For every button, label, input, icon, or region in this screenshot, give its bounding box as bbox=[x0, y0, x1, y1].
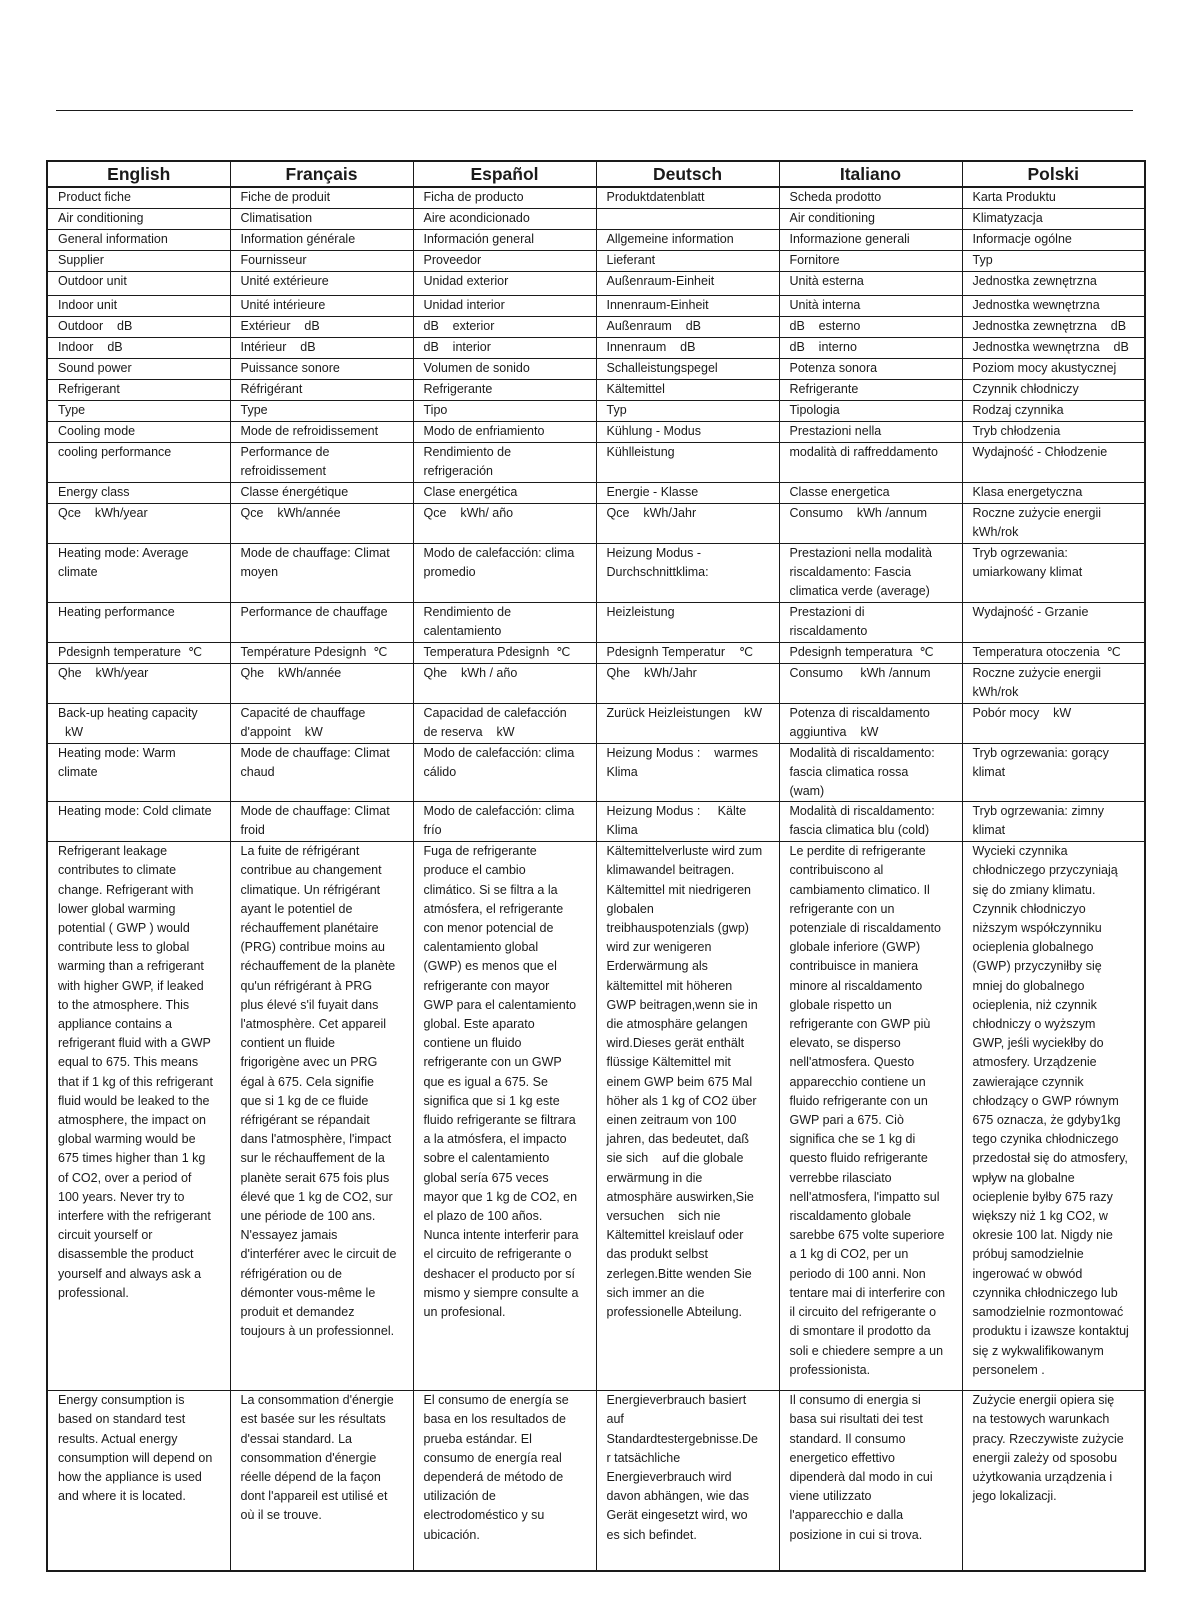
table-row bbox=[47, 272, 1145, 296]
table-row bbox=[47, 842, 1145, 1391]
cell-espanol: El consumo de energía se basa en los resultados de prueba estándar. El consumo de energía real dependerá de método de utilización de electrodoméstico y su ubicación. bbox=[413, 1391, 596, 1572]
cell-polski: Jednostka wewnętrzna bbox=[962, 296, 1145, 317]
cell-italiano: Unità esterna bbox=[779, 272, 962, 296]
cell-polski: Tryb ogrzewania: gorący klimat bbox=[962, 743, 1145, 802]
cell-francais: Capacité de chauffage d'appoint kW bbox=[230, 703, 413, 743]
cell-italiano: Potenza sonora bbox=[779, 359, 962, 380]
cell-deutsch: Heizung Modus - Durchschnittklima: bbox=[596, 544, 779, 603]
cell-espanol: dB interior bbox=[413, 338, 596, 359]
cell-italiano: Unità interna bbox=[779, 296, 962, 317]
cell-deutsch: Produktdatenblatt bbox=[596, 187, 779, 209]
cell-espanol: Proveedor bbox=[413, 251, 596, 272]
cell-deutsch: Außenraum-Einheit bbox=[596, 272, 779, 296]
cell-italiano: Potenza di riscaldamento aggiuntiva kW bbox=[779, 703, 962, 743]
cell-francais: La consommation d'énergie est basée sur les résultats d'essai standard. La consommation d'énergie réelle dépend de la façon dont l'appareil est utilisé et où il se trouve. bbox=[230, 1391, 413, 1572]
table-row bbox=[47, 422, 1145, 443]
cell-italiano: Le perdite di refrigerante contribuiscono al cambiamento climatico. Il refrigerante con un potenziale di riscaldamento globale inferiore (GWP) contribuisce in maniera minore al riscaldamento globale rispetto un refrigerante con GWP più elevato, se disperso nell'atmosfera. Questo apparecchio contiene un fluido refrigerante con un GWP pari a 675. Ciò significa che se 1 kg di questo fluido refrigerante verrebbe rilasciato nell'atmosfera, l'impatto sul riscaldamento globale sarebbe 675 volte superiore a 1 kg di CO2, per un periodo di 100 anni. Non tentare mai di interferire con il circuito del refrigerante o di smontare il prodotto da soli e chiedere sempre a un professionista. bbox=[779, 842, 962, 1391]
cell-espanol: Ficha de producto bbox=[413, 187, 596, 209]
cell-espanol: Aire acondicionado bbox=[413, 209, 596, 230]
cell-francais: Qhe kWh/année bbox=[230, 663, 413, 703]
cell-deutsch: Energieverbrauch basiert auf Standardtestergebnisse.De r tatsächliche Energieverbrauch wird davon abhängen, wie das Gerät eingesetzt wird, wo es sich befindet. bbox=[596, 1391, 779, 1572]
cell-espanol: Información general bbox=[413, 230, 596, 251]
cell-polski: Tryb ogrzewania: zimny klimat bbox=[962, 802, 1145, 842]
cell-espanol: Qhe kWh / año bbox=[413, 663, 596, 703]
cell-deutsch: Qhe kWh/Jahr bbox=[596, 663, 779, 703]
cell-italiano: Classe energetica bbox=[779, 483, 962, 504]
cell-polski: Jednostka zewnętrzna bbox=[962, 272, 1145, 296]
cell-francais: Performance de chauffage bbox=[230, 602, 413, 642]
cell-polski: Roczne zużycie energii kWh/rok bbox=[962, 663, 1145, 703]
cell-italiano: dB interno bbox=[779, 338, 962, 359]
cell-english: Heating performance bbox=[47, 602, 230, 642]
cell-espanol: Temperatura Pdesignh ℃ bbox=[413, 642, 596, 663]
cell-espanol: Unidad exterior bbox=[413, 272, 596, 296]
cell-deutsch: Allgemeine information bbox=[596, 230, 779, 251]
cell-deutsch: Lieferant bbox=[596, 251, 779, 272]
table-row bbox=[47, 359, 1145, 380]
cell-deutsch: Energie - Klasse bbox=[596, 483, 779, 504]
cell-italiano: Il consumo di energia si basa sui risultati dei test standard. Il consumo energetico effettivo dipenderà dal modo in cui viene utilizzato l'apparecchio e dalla posizione in cui si trova. bbox=[779, 1391, 962, 1572]
cell-espanol: Fuga de refrigerante produce el cambio climático. Si se filtra a la atmósfera, el refrigerante con menor potencial de calentamiento global (GWP) es menos que el refrigerante con mayor GWP para el calentamiento global. Este aparato contiene un fluido refrigerante con un GWP que es igual a 675. Se significa que si 1 kg este fluido refrigerante se filtrara a la atmósfera, el impacto sobre el calentamiento global sería 675 veces mayor que 1 kg de CO2, en el plazo de 100 años. Nunca intente interferir para el circuito de refrigerante o deshacer el producto por sí mismo y siempre consulte a un profesional. bbox=[413, 842, 596, 1391]
cell-espanol: Modo de calefacción: clima frío bbox=[413, 802, 596, 842]
cell-deutsch: Außenraum dB bbox=[596, 317, 779, 338]
header-italiano: Italiano bbox=[779, 161, 962, 187]
cell-english: Qhe kWh/year bbox=[47, 663, 230, 703]
cell-polski: Roczne zużycie energii kWh/rok bbox=[962, 504, 1145, 544]
cell-francais: Mode de refroidissement bbox=[230, 422, 413, 443]
cell-francais: Unité extérieure bbox=[230, 272, 413, 296]
cell-english: Back-up heating capacity kW bbox=[47, 703, 230, 743]
table-row bbox=[47, 743, 1145, 802]
cell-english: Indoor dB bbox=[47, 338, 230, 359]
cell-english: Energy class bbox=[47, 483, 230, 504]
cell-francais: La fuite de réfrigérant contribue au changement climatique. Un réfrigérant ayant le potentiel de réchauffement planétaire (PRG) contribue moins au réchauffement de la planète qu'un réfrigérant à PRG plus élevé s'il fuyait dans l'atmosphère. Cet appareil contient un fluide frigorigène avec un PRG égal à 675. Cela signifie que si 1 kg de ce fluide réfrigérant se répandait dans l'atmosphère, l'impact sur le réchauffement de la planète serait 675 fois plus élevé que 1 kg de CO2, sur une période de 100 ans. N'essayez jamais d'interférer avec le circuit de réfrigération ou de démonter vous-même le produit et demandez toujours à un professionnel. bbox=[230, 842, 413, 1391]
cell-espanol: Capacidad de calefacción de reserva kW bbox=[413, 703, 596, 743]
cell-english: Pdesignh temperature ℃ bbox=[47, 642, 230, 663]
cell-italiano: Tipologia bbox=[779, 401, 962, 422]
cell-espanol: Clase energética bbox=[413, 483, 596, 504]
header-deutsch: Deutsch bbox=[596, 161, 779, 187]
cell-francais: Information générale bbox=[230, 230, 413, 251]
table-row bbox=[47, 230, 1145, 251]
cell-francais: Qce kWh/année bbox=[230, 504, 413, 544]
cell-deutsch: Schalleistungspegel bbox=[596, 359, 779, 380]
cell-italiano: Consumo kWh /annum bbox=[779, 663, 962, 703]
cell-deutsch: Heizleistung bbox=[596, 602, 779, 642]
table-row bbox=[47, 209, 1145, 230]
cell-english: Cooling mode bbox=[47, 422, 230, 443]
cell-polski: Klasa energetyczna bbox=[962, 483, 1145, 504]
cell-italiano: Consumo kWh /annum bbox=[779, 504, 962, 544]
cell-francais: Climatisation bbox=[230, 209, 413, 230]
cell-english: Type bbox=[47, 401, 230, 422]
cell-polski: Zużycie energii opiera się na testowych warunkach pracy. Rzeczywiste zużycie energii zależy od sposobu użytkowania urządzenia i jego lokalizacji. bbox=[962, 1391, 1145, 1572]
header-espanol: Español bbox=[413, 161, 596, 187]
cell-italiano: dB esterno bbox=[779, 317, 962, 338]
cell-polski: Informacje ogólne bbox=[962, 230, 1145, 251]
cell-polski: Temperatura otoczenia ℃ bbox=[962, 642, 1145, 663]
cell-english: Indoor unit bbox=[47, 296, 230, 317]
cell-italiano: Air conditioning bbox=[779, 209, 962, 230]
cell-deutsch: Kühlung - Modus bbox=[596, 422, 779, 443]
cell-polski: Typ bbox=[962, 251, 1145, 272]
table-row bbox=[47, 642, 1145, 663]
cell-francais: Type bbox=[230, 401, 413, 422]
cell-deutsch: Kältemittelverluste wird zum klimawandel beitragen. Kältemittel mit niedrigeren globalen treibhauspotenzials (gwp) wird zur wenigeren Erderwärmung als kältemittel mit höheren GWP beitragen,wenn sie in die atmosphäre gelangen wird.Dieses gerät enthält flüssige Kältemittel mit einem GWP beim 675 Mal höher als 1 kg of CO2 über einen zeitraum von 100 jahren, das bedeutet, daß sie sich auf die globale erwärmung in die atmosphäre auswirken,Sie versuchen sich nie Kältemittel kreislauf oder das produkt selbst zerlegen.Bitte wenden Sie sich immer an die professionelle Abteilung. bbox=[596, 842, 779, 1391]
cell-english: Qce kWh/year bbox=[47, 504, 230, 544]
table-row bbox=[47, 401, 1145, 422]
cell-polski: Tryb chłodzenia bbox=[962, 422, 1145, 443]
cell-espanol: Modo de calefacción: clima promedio bbox=[413, 544, 596, 603]
table-row bbox=[47, 663, 1145, 703]
cell-espanol: dB exterior bbox=[413, 317, 596, 338]
table-row bbox=[47, 544, 1145, 603]
cell-polski: Pobór mocy kW bbox=[962, 703, 1145, 743]
cell-english: Refrigerant leakage contributes to climate change. Refrigerant with lower global warming potential ( GWP ) would contribute less to global warming than a refrigerant with higher GWP, if leaked to the atmosphere. This appliance contains a refrigerant fluid with a GWP equal to 675. This means that if 1 kg of this refrigerant fluid would be leaked to the atmosphere, the impact on global warming would be 675 times higher than 1 kg of CO2, over a period of 100 years. Never try to interfere with the refrigerant circuit yourself or disassemble the product yourself and always ask a professional. bbox=[47, 842, 230, 1391]
cell-polski: Karta Produktu bbox=[962, 187, 1145, 209]
table-row bbox=[47, 602, 1145, 642]
header-row bbox=[47, 161, 1145, 187]
cell-francais: Mode de chauffage: Climat froid bbox=[230, 802, 413, 842]
cell-english: General information bbox=[47, 230, 230, 251]
cell-francais: Puissance sonore bbox=[230, 359, 413, 380]
header-polski: Polski bbox=[962, 161, 1145, 187]
cell-english: Product fiche bbox=[47, 187, 230, 209]
cell-deutsch bbox=[596, 209, 779, 230]
cell-francais: Température Pdesignh ℃ bbox=[230, 642, 413, 663]
cell-italiano: Prestazioni di riscaldamento bbox=[779, 602, 962, 642]
cell-deutsch: Kältemittel bbox=[596, 380, 779, 401]
cell-deutsch: Qce kWh/Jahr bbox=[596, 504, 779, 544]
table-row bbox=[47, 443, 1145, 483]
cell-espanol: Modo de calefacción: clima cálido bbox=[413, 743, 596, 802]
cell-espanol: Modo de enfriamiento bbox=[413, 422, 596, 443]
cell-francais: Classe énergétique bbox=[230, 483, 413, 504]
cell-polski: Wydajność - Chłodzenie bbox=[962, 443, 1145, 483]
cell-polski: Rodzaj czynnika bbox=[962, 401, 1145, 422]
cell-english: Sound power bbox=[47, 359, 230, 380]
cell-italiano: modalità di raffreddamento bbox=[779, 443, 962, 483]
cell-italiano: Modalità di riscaldamento: fascia climatica rossa (wam) bbox=[779, 743, 962, 802]
table-row bbox=[47, 703, 1145, 743]
product-fiche-table bbox=[46, 160, 1146, 1572]
cell-espanol: Refrigerante bbox=[413, 380, 596, 401]
cell-english: Energy consumption is based on standard test results. Actual energy consumption will depend on how the appliance is used and where it is located. bbox=[47, 1391, 230, 1572]
cell-espanol: Rendimiento de refrigeración bbox=[413, 443, 596, 483]
cell-english: Outdoor dB bbox=[47, 317, 230, 338]
cell-francais: Intérieur dB bbox=[230, 338, 413, 359]
cell-deutsch: Typ bbox=[596, 401, 779, 422]
cell-italiano: Fornitore bbox=[779, 251, 962, 272]
cell-deutsch: Innenraum-Einheit bbox=[596, 296, 779, 317]
cell-italiano: Prestazioni nella modalità riscaldamento: Fascia climatica verde (average) bbox=[779, 544, 962, 603]
cell-deutsch: Heizung Modus : Kälte Klima bbox=[596, 802, 779, 842]
cell-english: Heating mode: Warm climate bbox=[47, 743, 230, 802]
table-row bbox=[47, 296, 1145, 317]
cell-italiano: Pdesignh temperatura ℃ bbox=[779, 642, 962, 663]
cell-deutsch: Heizung Modus : warmes Klima bbox=[596, 743, 779, 802]
cell-polski: Jednostka zewnętrzna dB bbox=[962, 317, 1145, 338]
cell-polski: Wycieki czynnika chłodniczego przyczyniają się do zmiany klimatu. Czynnik chłodniczyo niższym współczynniku ocieplenia globalnego (GWP) przyczyniłby się mniej do globalnego ocieplenia, niż czynnik chłodniczy o wyższym GWP, jeśli wyciekłby do atmosfery. Urządzenie zawierające czynnik chłodzący o GWP równym 675 oznacza, że gdyby1kg tego czynika chłodniczego przedostał się do atmosfery, wpływ na globalne ocieplenie byłby 675 razy większy niż 1 kg CO2, w okresie 100 lat. Nigdy nie próbuj samodzielnie ingerować w obwód czynnika chłodniczego lub samodzielnie rozmontować produktu i izawsze kontaktuj się z wykwalifikowanym personelem . bbox=[962, 842, 1145, 1391]
cell-italiano: Modalità di riscaldamento: fascia climatica blu (cold) bbox=[779, 802, 962, 842]
cell-francais: Performance de refroidissement bbox=[230, 443, 413, 483]
table-row bbox=[47, 1391, 1145, 1572]
cell-polski: Jednostka wewnętrzna dB bbox=[962, 338, 1145, 359]
header-francais: Français bbox=[230, 161, 413, 187]
top-rule bbox=[56, 110, 1133, 111]
cell-english: Refrigerant bbox=[47, 380, 230, 401]
cell-english: cooling performance bbox=[47, 443, 230, 483]
cell-deutsch: Kühlleistung bbox=[596, 443, 779, 483]
table-row bbox=[47, 251, 1145, 272]
cell-polski: Tryb ogrzewania: umiarkowany klimat bbox=[962, 544, 1145, 603]
table-row bbox=[47, 338, 1145, 359]
cell-espanol: Unidad interior bbox=[413, 296, 596, 317]
cell-polski: Czynnik chłodniczy bbox=[962, 380, 1145, 401]
cell-deutsch: Zurück Heizleistungen kW bbox=[596, 703, 779, 743]
cell-polski: Klimatyzacja bbox=[962, 209, 1145, 230]
cell-english: Supplier bbox=[47, 251, 230, 272]
table-row bbox=[47, 317, 1145, 338]
cell-francais: Extérieur dB bbox=[230, 317, 413, 338]
table-row bbox=[47, 187, 1145, 209]
cell-francais: Fournisseur bbox=[230, 251, 413, 272]
cell-francais: Unité intérieure bbox=[230, 296, 413, 317]
cell-italiano: Scheda prodotto bbox=[779, 187, 962, 209]
cell-espanol: Volumen de sonido bbox=[413, 359, 596, 380]
cell-espanol: Qce kWh/ año bbox=[413, 504, 596, 544]
cell-italiano: Prestazioni nella bbox=[779, 422, 962, 443]
cell-english: Heating mode: Average climate bbox=[47, 544, 230, 603]
table-row bbox=[47, 380, 1145, 401]
cell-polski: Wydajność - Grzanie bbox=[962, 602, 1145, 642]
cell-english: Outdoor unit bbox=[47, 272, 230, 296]
table-body bbox=[47, 187, 1145, 1571]
cell-italiano: Informazione generali bbox=[779, 230, 962, 251]
header-english: English bbox=[47, 161, 230, 187]
cell-francais: Mode de chauffage: Climat moyen bbox=[230, 544, 413, 603]
cell-francais: Fiche de produit bbox=[230, 187, 413, 209]
cell-deutsch: Innenraum dB bbox=[596, 338, 779, 359]
cell-espanol: Tipo bbox=[413, 401, 596, 422]
cell-polski: Poziom mocy akustycznej bbox=[962, 359, 1145, 380]
table-row bbox=[47, 802, 1145, 842]
cell-francais: Mode de chauffage: Climat chaud bbox=[230, 743, 413, 802]
cell-italiano: Refrigerante bbox=[779, 380, 962, 401]
cell-espanol: Rendimiento de calentamiento bbox=[413, 602, 596, 642]
table-row bbox=[47, 504, 1145, 544]
table-row bbox=[47, 483, 1145, 504]
cell-francais: Réfrigérant bbox=[230, 380, 413, 401]
cell-deutsch: Pdesignh Temperatur ℃ bbox=[596, 642, 779, 663]
cell-english: Heating mode: Cold climate bbox=[47, 802, 230, 842]
cell-english: Air conditioning bbox=[47, 209, 230, 230]
